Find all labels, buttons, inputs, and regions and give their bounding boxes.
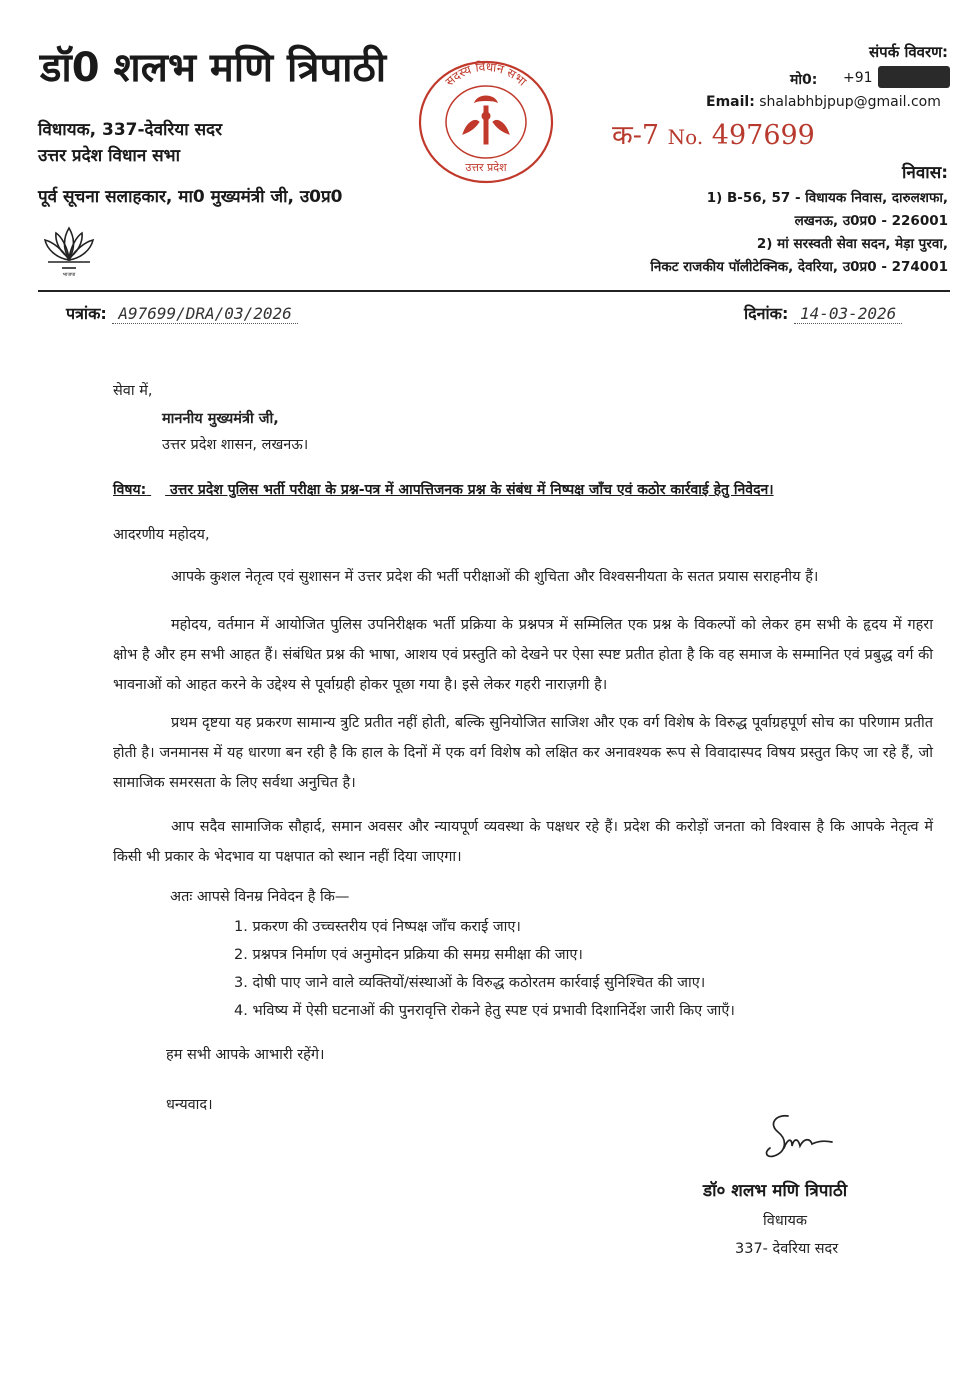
paragraph-1-text: आपके कुशल नेतृत्व एवं सुशासन में उत्तर प्रदेश की भर्ती परीक्षाओं की शुचिता और विश्वसनीयता के सतत प्रयास सराहनीय हैं।	[171, 569, 819, 585]
svg-text:भाजपा: भाजपा	[62, 272, 76, 278]
paragraph-4	[113, 812, 933, 872]
dinank-label: दिनांक:	[744, 304, 789, 323]
serial-no-label: No.	[667, 125, 704, 149]
serial-number	[612, 115, 815, 152]
address-1-line-1: 1) B-56, 57 - विधायक निवास, दारुलशफा,	[706, 190, 948, 206]
patrank-row	[66, 302, 298, 324]
request-item-2: 2. प्रश्नपत्र निर्माण एवं अनुमोदन प्रक्रिया की समग्र समीक्षा की जाए।	[234, 947, 583, 963]
residence-heading: निवास:	[902, 163, 948, 183]
paragraph-4-text: आप सदैव सामाजिक सौहार्द, समान अवसर और न्यायपूर्ण व्यवस्था के पक्षधर रहे हैं। प्रदेश की करोड़ों जनता को विश्वास है कि आपके नेतृत्व में किसी भी प्रकार के भेदभाव या पक्षपात को स्थान नहीं दिया जाएगा।	[113, 819, 933, 865]
to-line-2: माननीय मुख्यमंत्री जी,	[162, 411, 279, 427]
address-2-line-2: निकट राजकीय पॉलीटेक्निक, देवरिया, उ0प्र0 - 274001	[650, 259, 948, 275]
serial-value: 497699	[711, 120, 815, 151]
address-2-line-1: 2) मां सरस्वती सेवा सदन, मेड़ा पुरवा,	[756, 236, 948, 252]
closing-thanks: हम सभी आपके आभारी रहेंगे।	[166, 1047, 325, 1063]
dinank-value: 14-03-2026	[794, 304, 902, 324]
paragraph-1	[113, 562, 933, 592]
paragraph-3-text: प्रथम दृष्टया यह प्रकरण सामान्य त्रुटि प्रतीत नहीं होती, बल्कि सुनियोजित साजिश और एक वर्ग विशेष के विरुद्ध पूर्वाग्रहपूर्ण सोच का परिणाम प्रतीत होती है। जनमानस में यह धारणा बन रही है कि हाल के दिनों में एक वर्ग विशेष को लक्षित कर अनावश्यक रूप से विवादास्पद विषय प्रस्तुत किए जा रहे हैं, जो सामाजिक समरसता के लिए सर्वथा अनुचित है।	[113, 715, 934, 791]
address-1-line-2: लखनऊ, उ0प्र0 - 226001	[794, 213, 948, 229]
header-divider	[38, 290, 950, 292]
to-line-1: सेवा में,	[113, 383, 153, 399]
designation-assembly: उत्तर प्रदेश विधान सभा	[38, 146, 181, 166]
closing-dhanyavad: धन्यवाद।	[166, 1097, 213, 1113]
request-item-1: 1. प्रकरण की उच्चस्तरीय एवं निष्पक्ष जाँच कराई जाए।	[234, 919, 521, 935]
signatory-constituency: 337- देवरिया सदर	[735, 1241, 839, 1257]
email-value: shalabhbjpup@gmail.com	[759, 94, 941, 110]
request-intro: अतः आपसे विनम्र निवेदन है कि—	[170, 889, 350, 905]
patrank-value: A97699/DRA/03/2026	[112, 304, 297, 324]
email-line	[706, 94, 941, 110]
designation-mla: विधायक, 337-देवरिया सदर	[38, 120, 223, 140]
redaction-mark	[878, 66, 950, 88]
salutation: आदरणीय महोदय,	[113, 527, 210, 543]
to-line-3: उत्तर प्रदेश शासन, लखनऊ।	[162, 437, 309, 453]
signatory-name: डॉ० शलभ मणि त्रिपाठी	[703, 1181, 848, 1201]
dinank-row	[744, 302, 902, 324]
paragraph-2	[113, 610, 933, 700]
svg-text:सदस्य विधान सभा: सदस्य विधान सभा	[442, 59, 530, 89]
designation-advisor: पूर्व सूचना सलाहकार, मा0 मुख्यमंत्री जी, उ0प्र0	[38, 187, 343, 207]
paragraph-2-text: महोदय, वर्तमान में आयोजित पुलिस उपनिरीक्षक भर्ती प्रक्रिया के प्रश्नपत्र में सम्मिलित एक प्रश्न के विकल्पों को लेकर हम सभी के हृदय में गहरा क्षोभ है और हम सभी आहत हैं। संबंधित प्रश्न की भाषा, आशय एवं प्रस्तुति को देखने पर ऐसा स्पष्ट प्रतीत होता है कि वह समाज के सम्मानित एवं प्रबुद्ध वर्ग की भावनाओं को आहत करने के उद्देश्य से पूर्वाग्रही होकर पूछा गया है। इसे लेकर गहरी नाराज़गी है।	[113, 617, 933, 693]
lotus-logo-icon	[38, 222, 100, 278]
patrank-label: पत्रांक:	[66, 304, 107, 323]
seal-bottom-text: उत्तर प्रदेश	[465, 161, 507, 174]
subject-label: विषय:	[113, 482, 147, 498]
request-item-3: 3. दोषी पाए जाने वाले व्यक्तियों/संस्थाओं के विरुद्ध कठोरतम कार्रवाई सुनिश्चित की जाए।	[234, 975, 706, 991]
handwritten-signature-icon	[758, 1108, 850, 1168]
serial-prefix: क-7	[612, 120, 660, 151]
legislator-name: डॉ0 शलभ मणि त्रिपाठी	[40, 45, 387, 91]
subject-text: उत्तर प्रदेश पुलिस भर्ती परीक्षा के प्रश्न-पत्र में आपत्तिजनक प्रश्न के संबंध में निष्पक्ष जाँच एवं कठोर कार्रवाई हेतु निवेदन।	[169, 482, 774, 498]
signatory-title: विधायक	[763, 1213, 808, 1229]
request-item-4: 4. भविष्य में ऐसी घटनाओं की पुनरावृत्ति रोकने हेतु स्पष्ट एवं प्रभावी दिशानिर्देश जारी किए जाएँ।	[234, 1003, 735, 1019]
mobile-label: मो0:	[790, 72, 818, 88]
contact-heading: संपर्क विवरण:	[869, 43, 948, 61]
subject-line	[113, 480, 774, 499]
paragraph-3	[113, 708, 933, 798]
mobile-value: +91	[843, 70, 873, 86]
email-label: Email:	[706, 94, 755, 110]
